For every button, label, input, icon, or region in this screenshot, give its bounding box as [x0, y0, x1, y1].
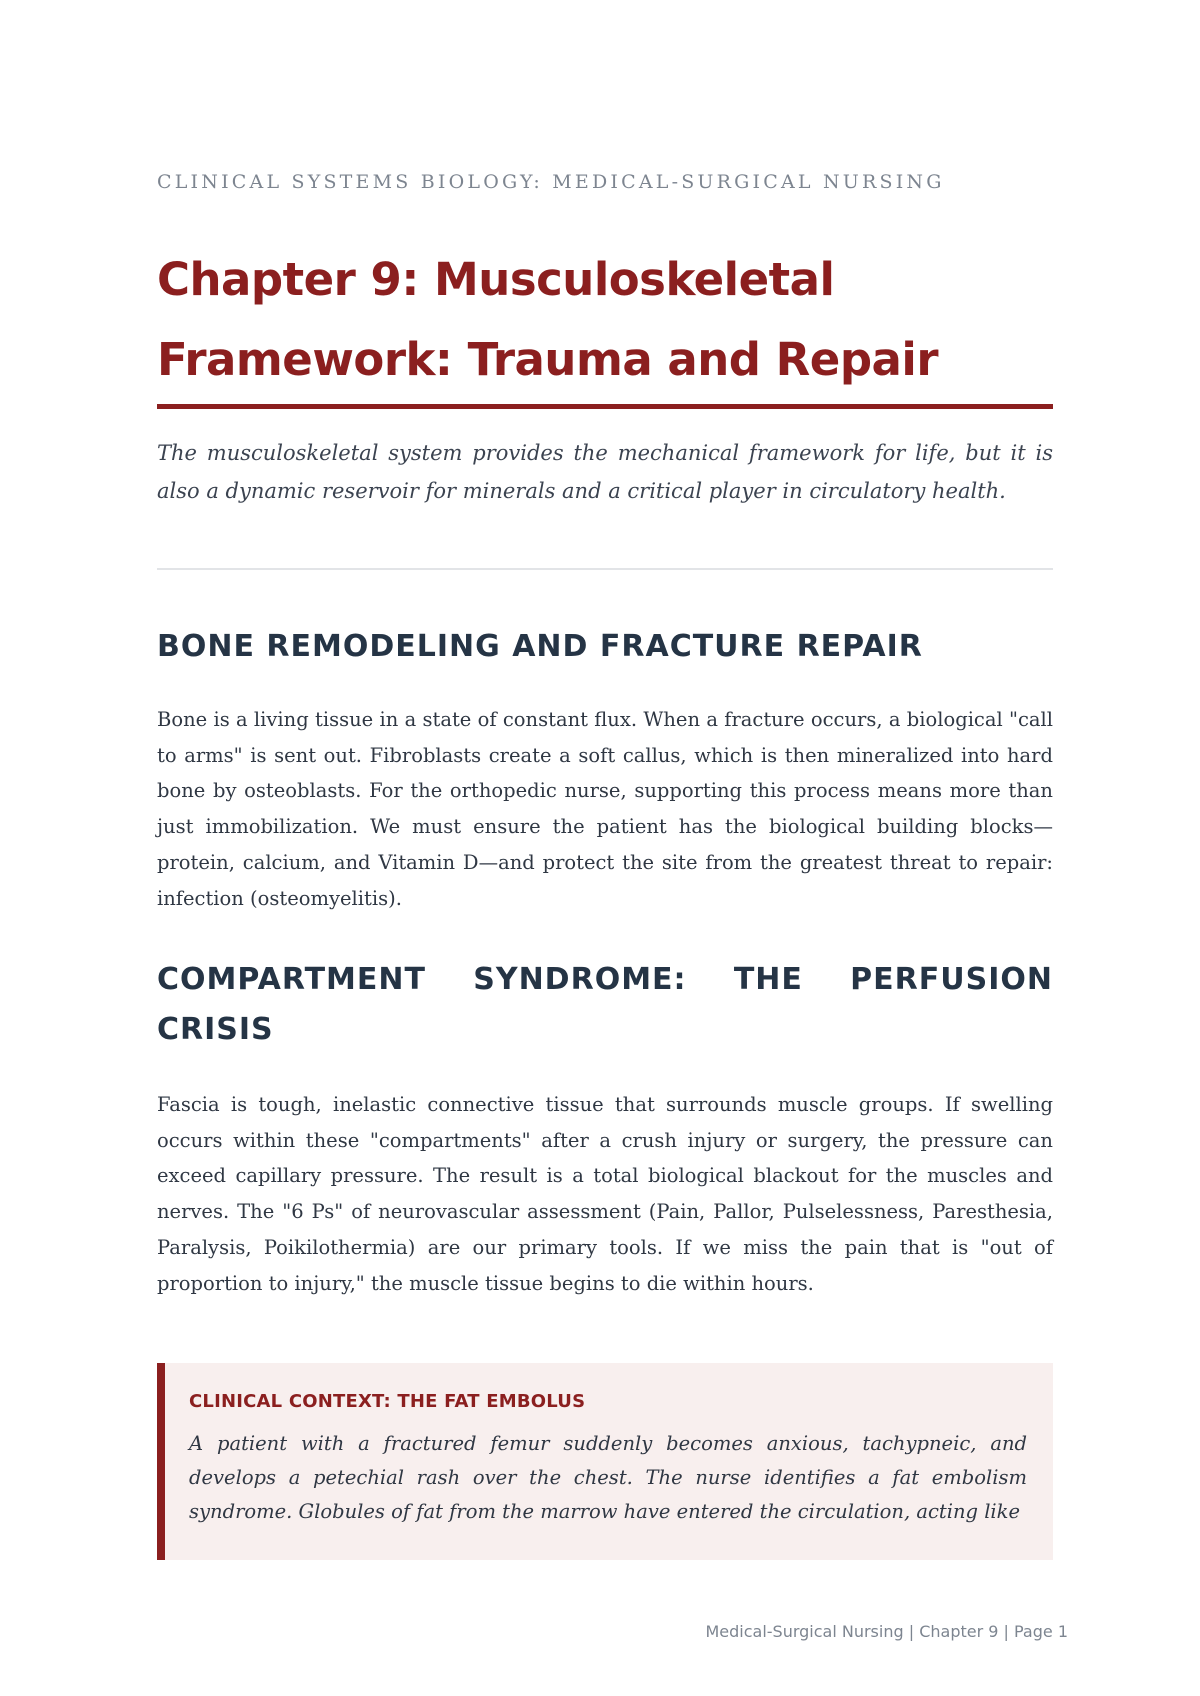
page-footer: Medical-Surgical Nursing | Chapter 9 | Page 1: [705, 1622, 1068, 1641]
intro-divider: [157, 568, 1053, 570]
chapter-title: Chapter 9: Musculoskeletal Framework: Trauma and Repair: [157, 253, 939, 386]
section-body-bone-remodeling: Bone is a living tissue in a state of constant flux. When a fracture occurs, a biological "call to arms" is sent out. Fibroblasts create a soft callus, which is then mineralized into hard bone by osteoblasts. For the orthopedic nurse, supporting this process means more than just immobilization. We must ensure the patient has the biological building blocks—protein, calcium, and Vitamin D—and protect the site from the greatest threat to repair: infection (osteomyelitis).: [157, 708, 1053, 910]
series-label: CLINICAL SYSTEMS BIOLOGY: MEDICAL-SURGICAL NURSING: [157, 171, 945, 193]
title-divider: [157, 404, 1053, 409]
section-heading-compartment-syndrome: COMPARTMENT SYNDROME: THE PERFUSION CRISIS: [157, 962, 1053, 1047]
clinical-context-callout: [157, 1363, 1053, 1560]
intro-paragraph: The musculoskeletal system provides the mechanical framework for life, but it is also a dynamic reservoir for minerals and a critical player in circulatory health.: [157, 441, 1053, 503]
callout-label: CLINICAL CONTEXT: THE FAT EMBOLUS: [189, 1391, 586, 1412]
section-heading-bone-remodeling: BONE REMODELING AND FRACTURE REPAIR: [157, 629, 923, 664]
section-body-compartment-syndrome: Fascia is tough, inelastic connective tissue that surrounds muscle groups. If swelling occurs within these "compartments" after a crush injury or surgery, the pressure can exceed capillary pressure. The result is a total biological blackout for the muscles and nerves. The "6 Ps" of neurovascular assessment (Pain, Pallor, Pulselessness, Paresthesia, Paralysis, Poikilothermia) are our primary tools. If we miss the pain that is "out of proportion to injury," the muscle tissue begins to die within hours.: [157, 1093, 1053, 1295]
callout-text: A patient with a fractured femur suddenly becomes anxious, tachypneic, and develops a petechial rash over the chest. The nurse identifies a fat embolism syndrome. Globules of fat from the marrow have entered the circulation, acting like: [189, 1432, 1027, 1523]
